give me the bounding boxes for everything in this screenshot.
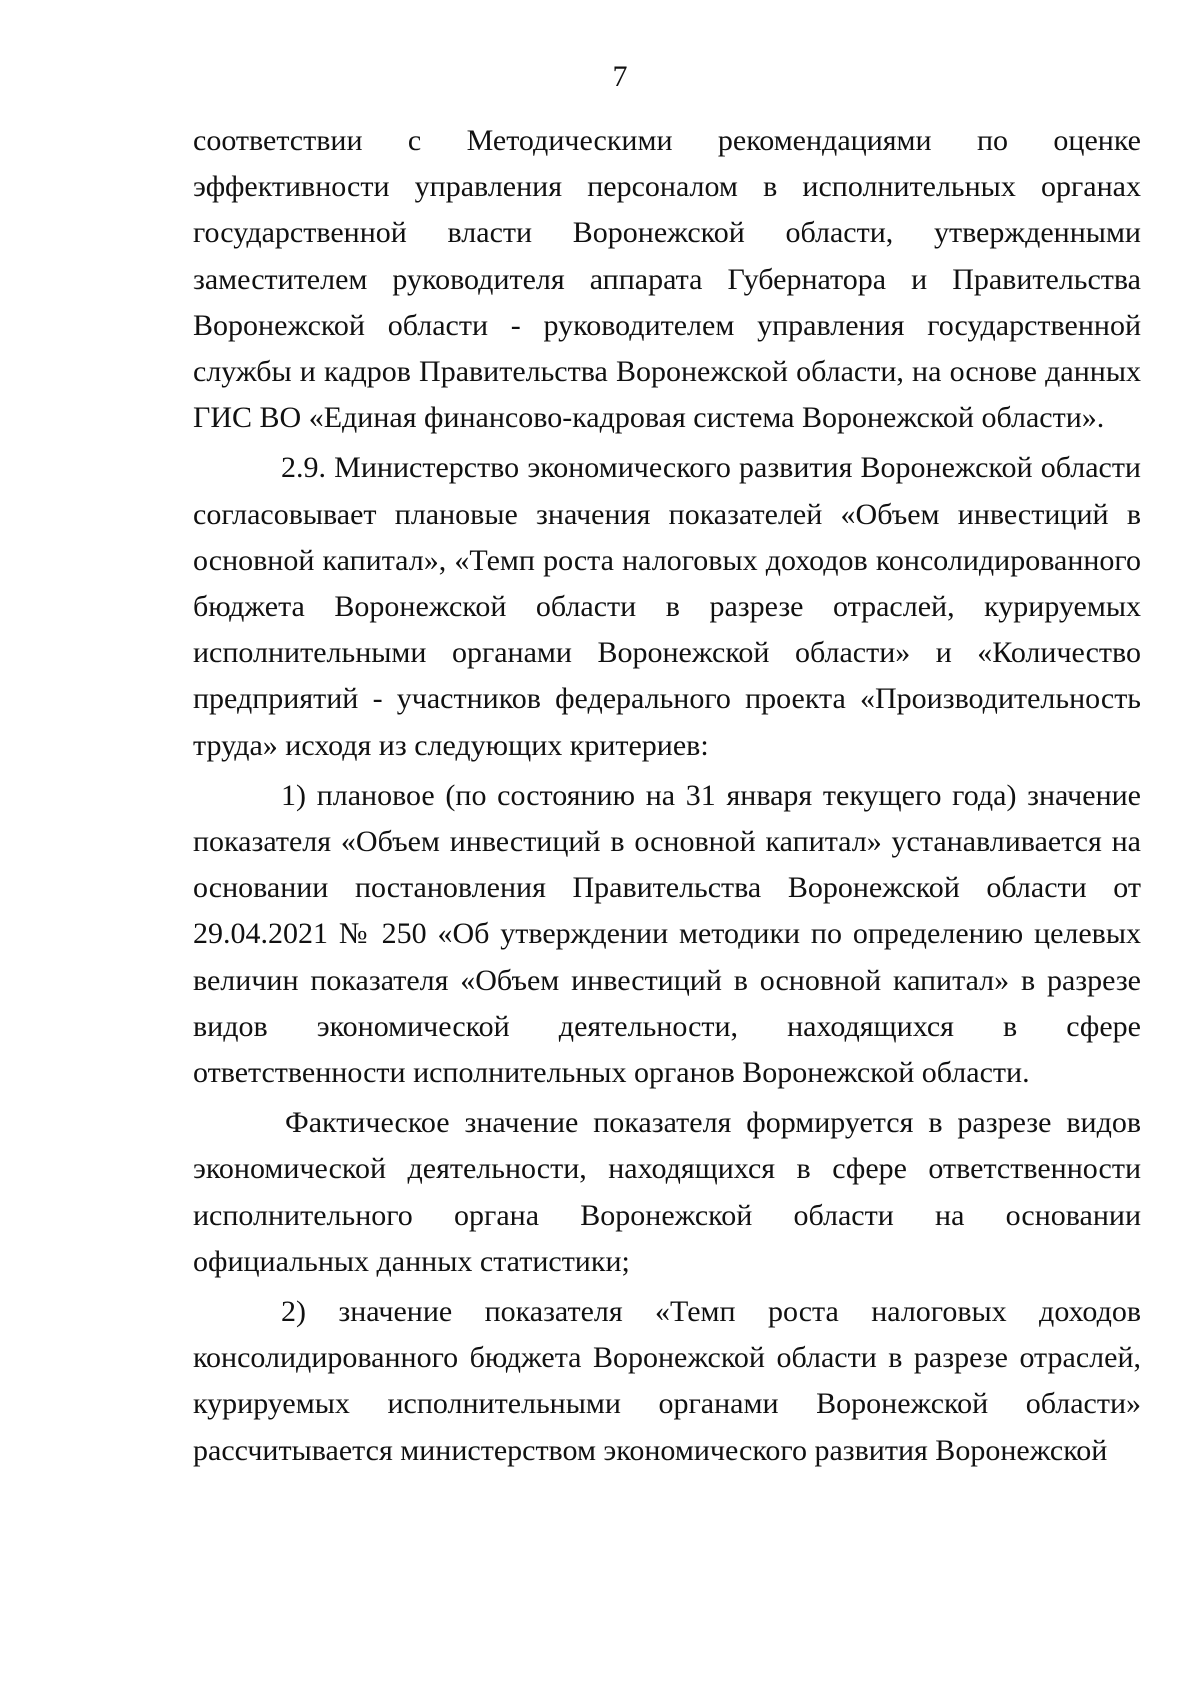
paragraph-actual-value: Фактическое значение показателя формируется в разрезе видов экономической деятельности, находящихся в сфере ответственности исполнительного органа Воронежской области на основании официальных данных статистики; [193,1106,1141,1278]
paragraph-criterion-1: 1) плановое (по состоянию на 31 января текущего года) значение показателя «Объем инвестиций в основной капитал» устанавливается на основании постановления Правительства Воронежской области от 29.04.2021 № 250 «Об утверждении методики по определению целевых величин показателя «Объем инвестиций в основной капитал» в разрезе видов экономической деятельности, находящихся в сфере ответственности исполнительных органов Воронежской области. [193,778,1141,1090]
page-number: 7 [612,60,628,93]
document-body [193,118,1141,1474]
paragraph-section-2-9: 2.9. Министерство экономического развития Воронежской области согласовывает плановые значения показателей «Объем инвестиций в основной капитал», «Темп роста налоговых доходов консолидированного бюджета Воронежской области в разрезе отраслей, курируемых исполнительными органами Воронежской области» и «Количество предприятий - участников федерального проекта «Производительность труда» исходя из следующих критериев: [193,451,1141,762]
paragraph-criterion-2: 2) значение показателя «Темп роста налоговых доходов консолидированного бюджета Воронежской области в разрезе отраслей, курируемых исполнительными органами Воронежской области» рассчитывается министерством экономического развития Воронежской [193,1295,1141,1467]
paragraph-continuation: соответствии с Методическими рекомендациями по оценке эффективности управления персоналом в исполнительных органах государственной власти Воронежской области, утвержденными заместителем руководителя аппарата Губернатора и Правительства Воронежской области - руководителем управления государственной службы и кадров Правительства Воронежской области, на основе данных ГИС ВО «Единая финансово-кадровая система Воронежской области». [193,124,1141,435]
